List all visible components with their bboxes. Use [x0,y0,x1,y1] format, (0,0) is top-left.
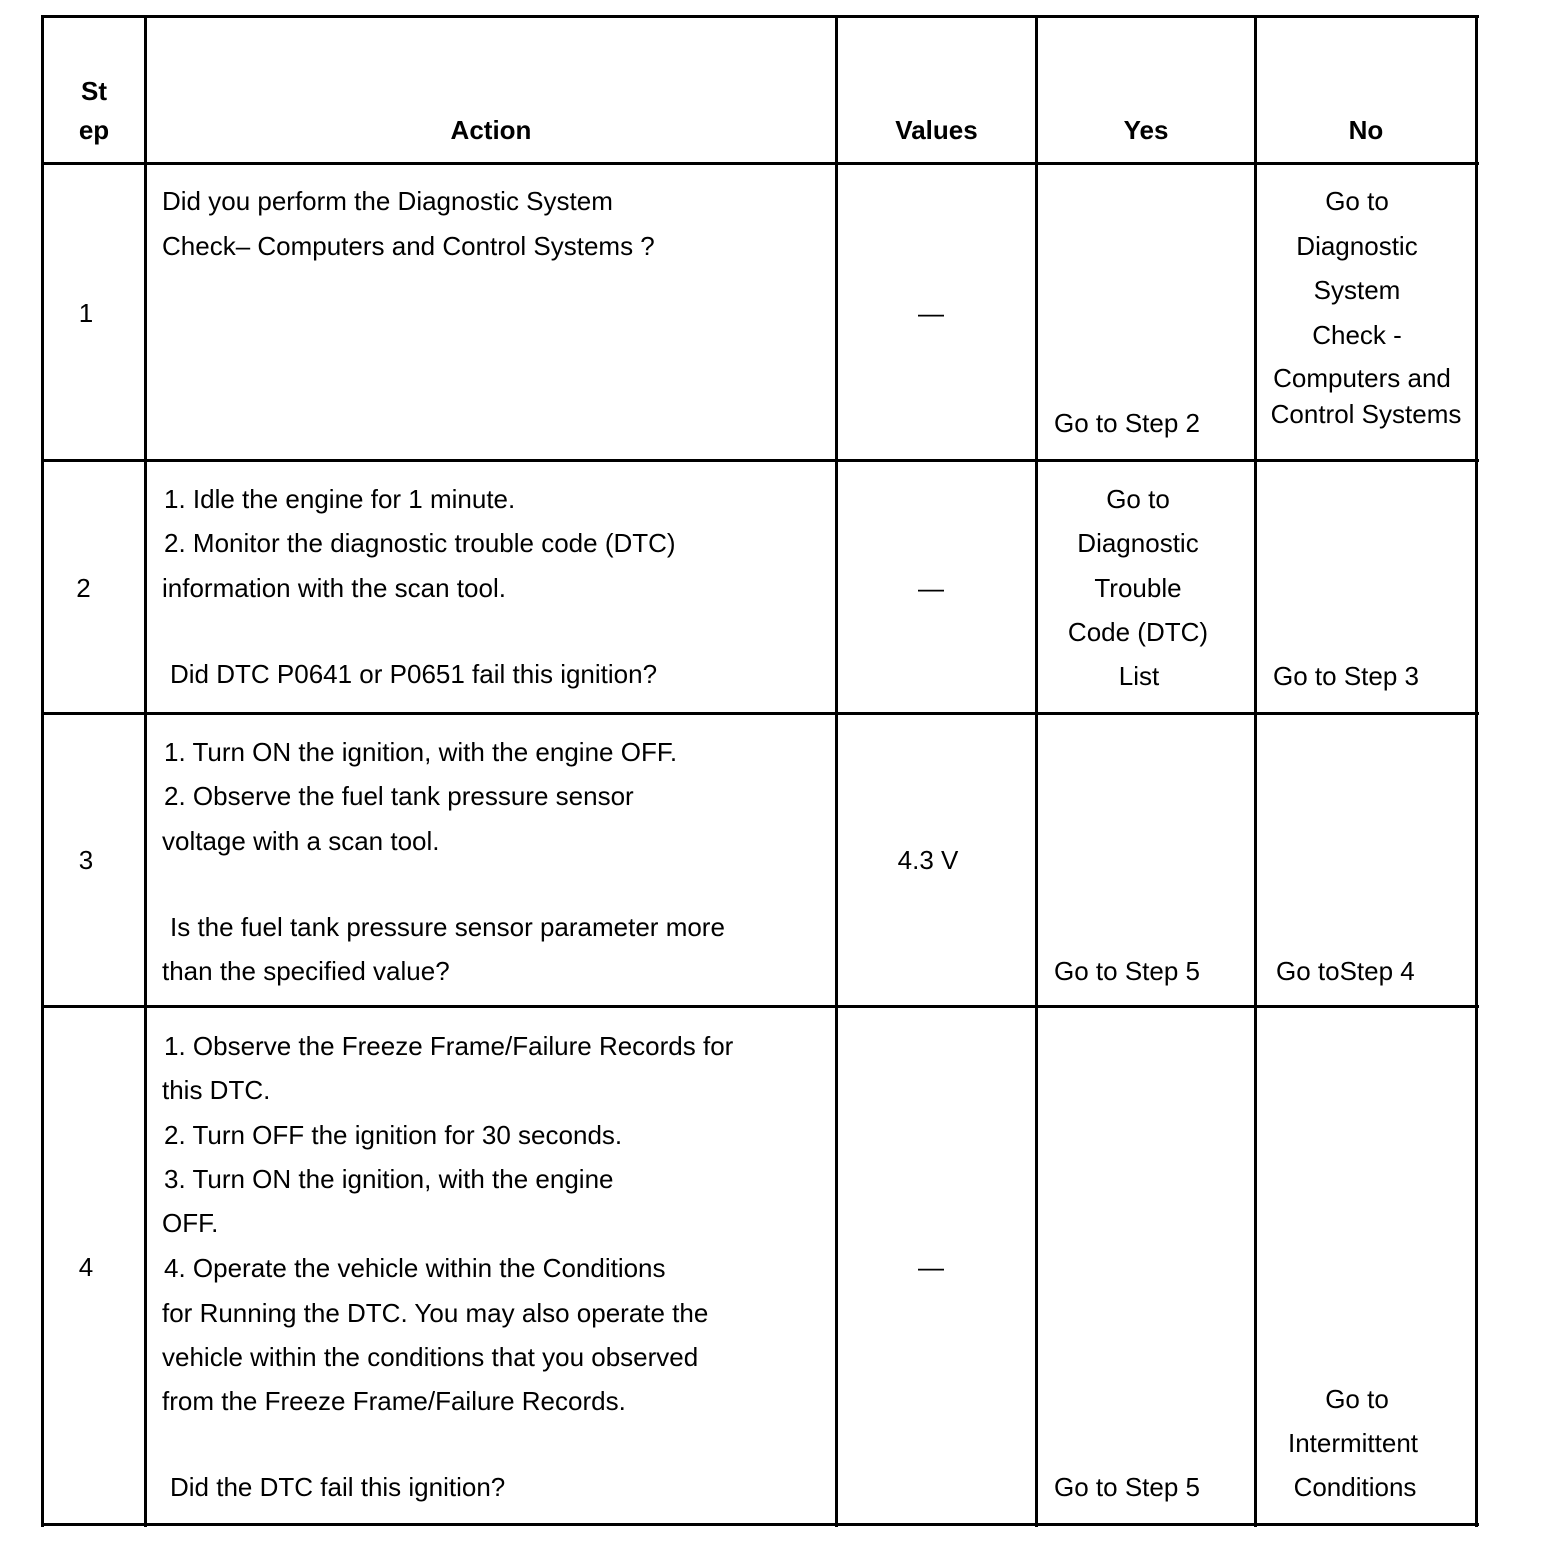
header-values: Values [895,115,978,145]
no-line: Control Systems [1270,399,1462,429]
header-yes: Yes [1123,115,1169,145]
action-line: 1. Idle the engine for 1 minute. [164,484,516,514]
action-line: information with the scan tool. [162,573,506,603]
action-line: 4. Operate the vehicle within the Conditions [164,1253,666,1283]
table-border-left [41,15,44,1527]
no-line: Conditions [1293,1472,1417,1502]
no-line: Computers and [1273,363,1451,393]
no-line: Diagnostic [1296,231,1418,261]
action-line: 3. Turn ON the ignition, with the engine [164,1164,614,1194]
header-step-line: St [81,76,107,106]
yes-line: Trouble [1094,573,1182,603]
action-line: Did DTC P0641 or P0651 fail this ignition? [170,659,658,689]
no-line: Check - [1312,320,1402,350]
yes-line: Go to [1106,484,1170,514]
action-line: 2. Observe the fuel tank pressure sensor [164,781,634,811]
step-number: 4 [78,1252,94,1282]
header-action: Action [450,115,532,145]
table-border-right [1475,15,1478,1527]
yes-line: List [1118,661,1160,691]
no-line: Intermittent [1287,1428,1419,1458]
value-cell: — [918,298,944,328]
value-cell: — [918,1252,944,1282]
column-divider [1035,15,1038,1527]
action-line: Did the DTC fail this ignition? [170,1472,506,1502]
value-cell: 4.3 V [897,845,959,875]
action-line: OFF. [162,1208,219,1238]
action-line: from the Freeze Frame/Failure Records. [162,1386,626,1416]
action-line: Check– Computers and Control Systems ? [162,231,655,261]
action-line: 1. Observe the Freeze Frame/Failure Records for [164,1031,734,1061]
action-line: 1. Turn ON the ignition, with the engine OFF. [164,737,678,767]
action-line: vehicle within the conditions that you observed [162,1342,699,1372]
row-divider [41,459,1479,462]
no-cell: Go toStep 4 [1276,956,1415,986]
value-cell: — [918,573,944,603]
action-line: than the specified value? [162,956,450,986]
header-step [46,76,142,145]
yes-line: Code (DTC) [1067,617,1209,647]
step-number: 2 [76,573,91,603]
step-number: 3 [78,845,94,875]
action-line: Is the fuel tank pressure sensor parameter more [170,912,725,942]
action-line: voltage with a scan tool. [162,826,440,856]
yes-line: Diagnostic [1077,528,1199,558]
column-divider [144,15,147,1527]
action-line: 2. Turn OFF the ignition for 30 seconds. [164,1120,623,1150]
row-divider [41,712,1479,715]
action-line: 2. Monitor the diagnostic trouble code (DTC) [164,528,676,558]
header-step-line: ep [78,115,110,145]
action-line: this DTC. [162,1075,271,1105]
header-no: No [1348,115,1384,145]
no-line: System [1313,275,1401,305]
action-line: Did you perform the Diagnostic System [162,186,613,216]
yes-cell: Go to Step 5 [1054,956,1200,986]
yes-cell: Go to Step 5 [1054,1472,1200,1502]
no-cell: Go to Step 3 [1273,661,1419,691]
column-divider [835,15,838,1527]
yes-cell: Go to Step 2 [1054,408,1200,438]
no-line: Go to [1325,186,1389,216]
table-border-top [41,15,1479,18]
table-border-bottom [41,1523,1479,1526]
step-number: 1 [78,298,94,328]
row-divider [41,1005,1479,1008]
no-line: Go to [1325,1384,1389,1414]
action-line: for Running the DTC. You may also operate the [162,1298,709,1328]
header-row-divider [41,162,1479,165]
